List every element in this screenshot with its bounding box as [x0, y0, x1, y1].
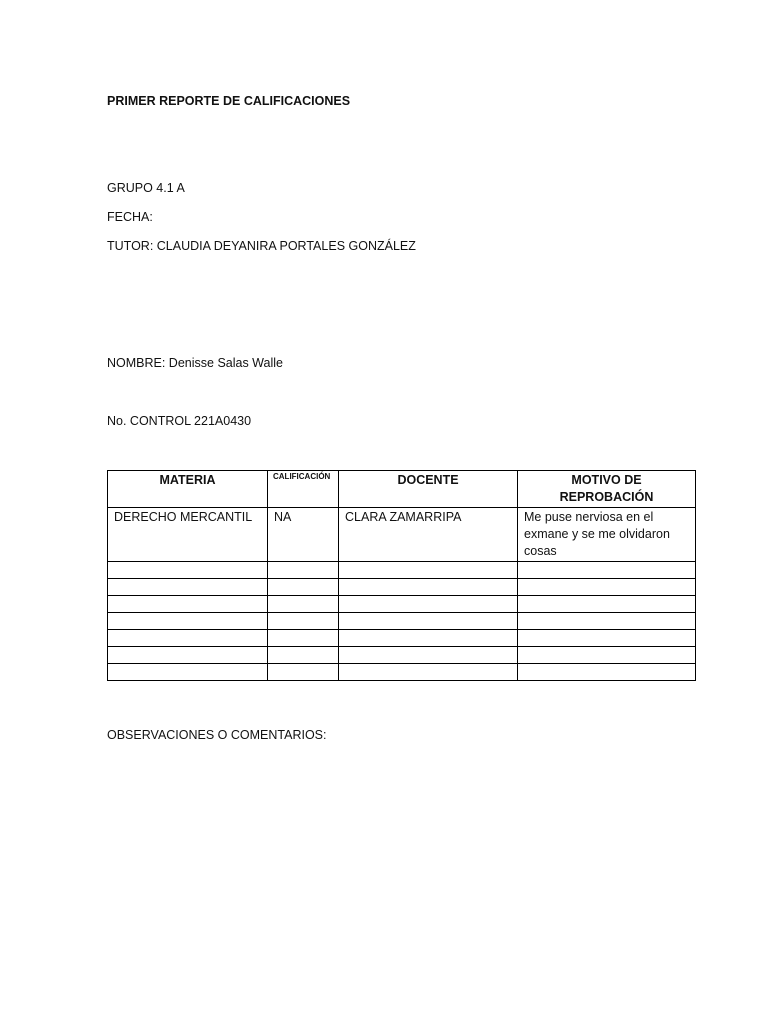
cell-motivo: Me puse nerviosa en el exmane y se me olvidaron cosas: [518, 508, 696, 562]
cell-docente: [339, 647, 518, 664]
table-row: [108, 596, 696, 613]
cell-materia: DERECHO MERCANTIL: [108, 508, 268, 562]
cell-calificacion: [268, 579, 339, 596]
table-row: [108, 630, 696, 647]
cell-calificacion: [268, 647, 339, 664]
cell-materia: [108, 630, 268, 647]
cell-docente: [339, 579, 518, 596]
cell-motivo: [518, 562, 696, 579]
grades-table: [107, 470, 696, 681]
table-header-row: [108, 471, 696, 508]
cell-materia: [108, 596, 268, 613]
cell-materia: [108, 613, 268, 630]
header-motivo: MOTIVO DE REPROBACIÓN: [518, 471, 696, 508]
cell-materia: [108, 664, 268, 681]
cell-calificacion: [268, 562, 339, 579]
table-row: [108, 579, 696, 596]
group-line: GRUPO 4.1 A: [107, 181, 185, 195]
header-calificacion: CALIFICACIÓN: [268, 471, 339, 508]
cell-motivo: [518, 630, 696, 647]
cell-motivo: [518, 596, 696, 613]
header-docente: DOCENTE: [339, 471, 518, 508]
cell-docente: [339, 664, 518, 681]
cell-docente: [339, 596, 518, 613]
cell-docente: [339, 562, 518, 579]
table-row: [108, 508, 696, 562]
cell-docente: CLARA ZAMARRIPA: [339, 508, 518, 562]
cell-motivo: [518, 579, 696, 596]
cell-materia: [108, 562, 268, 579]
control-number-line: No. CONTROL 221A0430: [107, 414, 252, 428]
student-name-line: NOMBRE: Denisse Salas Walle: [107, 356, 283, 370]
table-row: [108, 613, 696, 630]
tutor-line: TUTOR: CLAUDIA DEYANIRA PORTALES GONZÁLEZ: [107, 239, 416, 253]
cell-docente: [339, 630, 518, 647]
cell-motivo: [518, 613, 696, 630]
cell-materia: [108, 579, 268, 596]
cell-calificacion: [268, 630, 339, 647]
cell-calificacion: NA: [268, 508, 339, 562]
cell-docente: [339, 613, 518, 630]
cell-calificacion: [268, 596, 339, 613]
table-row: [108, 647, 696, 664]
table-row: [108, 664, 696, 681]
observations-label: OBSERVACIONES O COMENTARIOS:: [107, 728, 327, 742]
cell-materia: [108, 647, 268, 664]
cell-calificacion: [268, 664, 339, 681]
cell-motivo: [518, 647, 696, 664]
report-title: PRIMER REPORTE DE CALIFICACIONES: [107, 94, 351, 108]
cell-calificacion: [268, 613, 339, 630]
header-materia: MATERIA: [108, 471, 268, 508]
date-line: FECHA:: [107, 210, 153, 224]
table-row: [108, 562, 696, 579]
cell-motivo: [518, 664, 696, 681]
